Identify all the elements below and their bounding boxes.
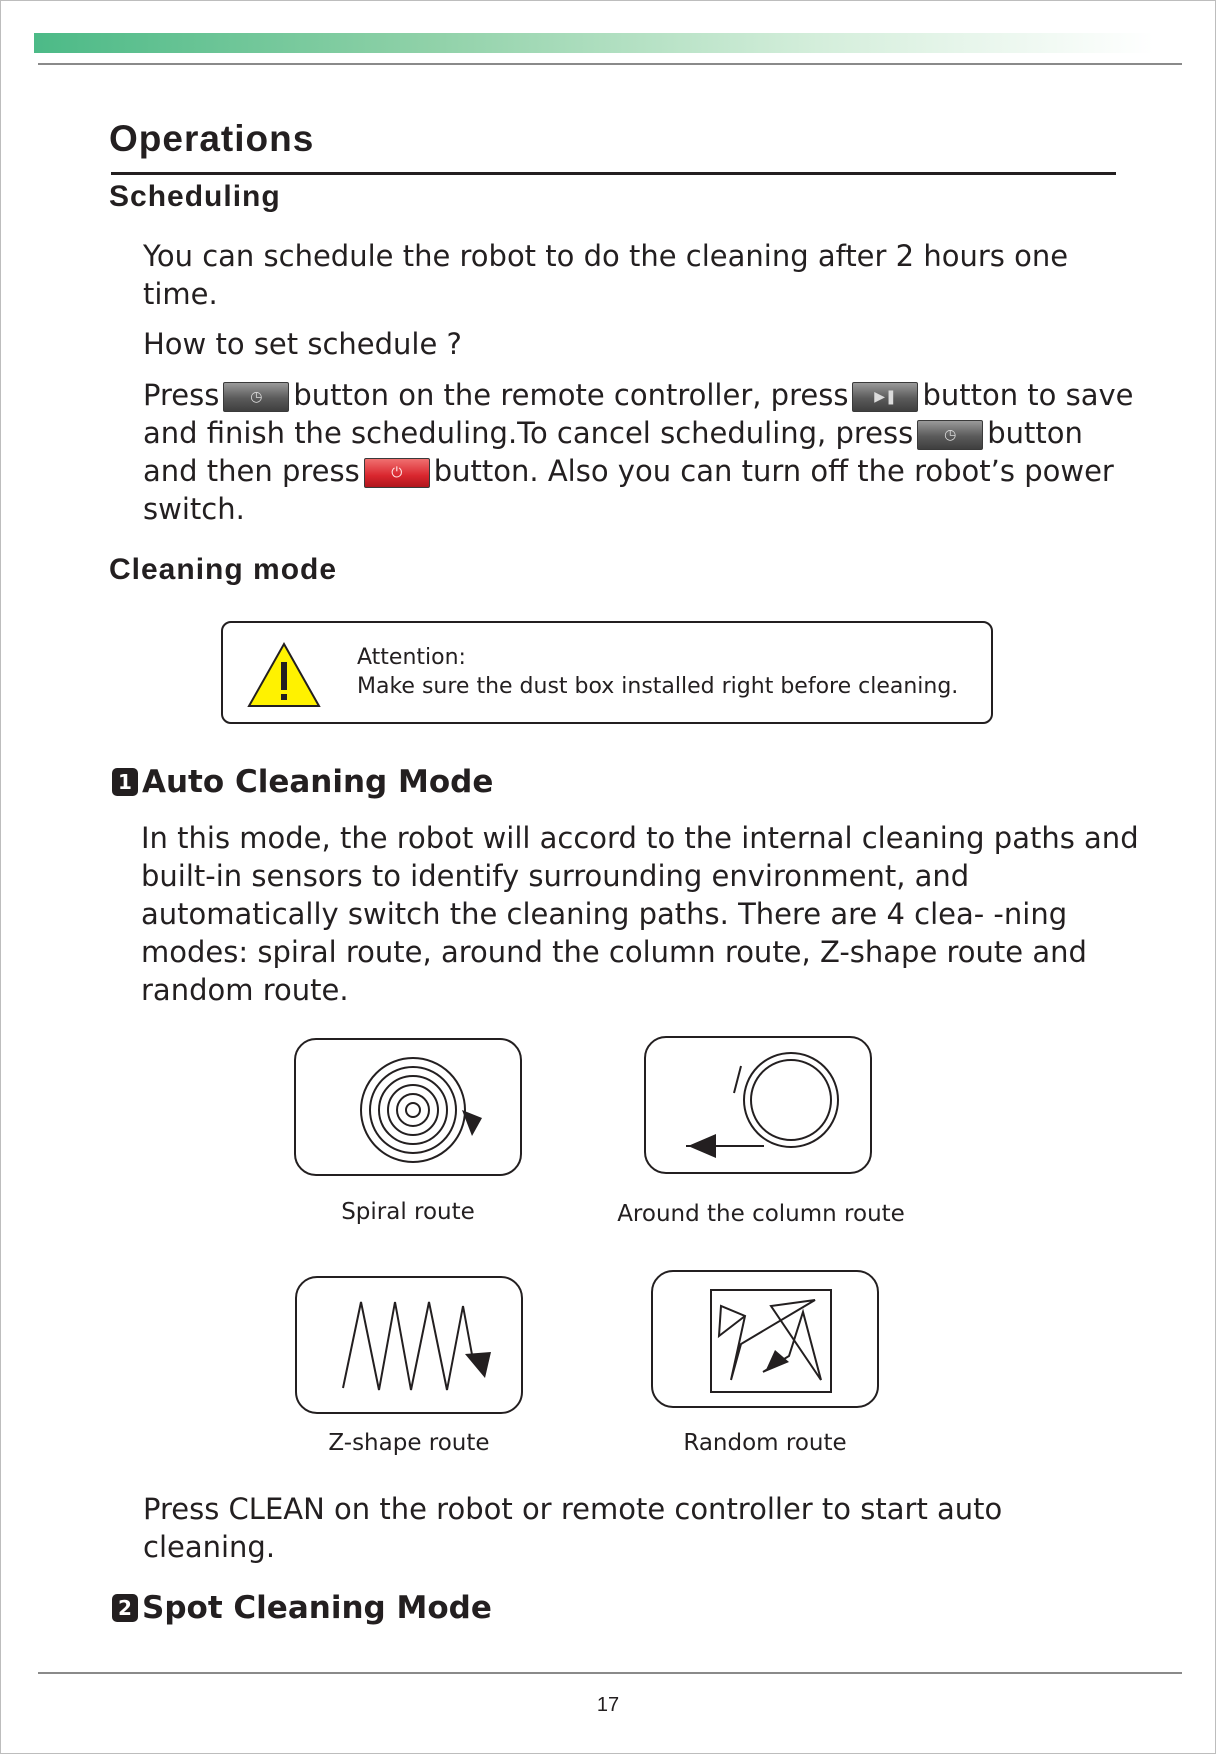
around-column-route-icon — [646, 1038, 874, 1176]
header-rule — [38, 63, 1182, 65]
mode-number-badge: 1 — [112, 768, 138, 796]
auto-mode-heading — [112, 764, 493, 800]
auto-mode-instruction: Press CLEAN on the robot or remote controller to start auto cleaning. — [143, 1492, 1003, 1564]
scheduling-para-3 — [143, 376, 1143, 528]
attention-message: Make sure the dust box installed right before cleaning. — [357, 674, 959, 699]
header-gradient-bar — [34, 33, 1154, 53]
para3-text-1: Press — [143, 378, 220, 412]
para3-text-3: button to save and finish the scheduling.To cancel scheduling, press — [143, 378, 1134, 450]
clock-icon: ◷ — [917, 420, 983, 450]
mode-number-badge: 2 — [112, 1594, 138, 1622]
route-label: Spiral route — [341, 1199, 475, 1225]
clock-icon: ◷ — [223, 382, 289, 412]
spiral-route-icon — [296, 1040, 524, 1178]
para3-text-4: button and then press — [143, 416, 1083, 488]
auto-mode-description: In this mode, the robot will accord to the internal cleaning paths and built-in sensors to identify surrounding environment, and automatically switch the cleaning paths. There are 4 clea- -ning modes: spiral route, around the column route, Z-shape route and random route. — [141, 821, 1139, 1007]
warning-icon — [245, 640, 323, 710]
scheduling-para-1: You can schedule the robot to do the cleaning after 2 hours one time. — [143, 239, 1069, 311]
route-label: Random route — [683, 1430, 847, 1456]
page-number: 17 — [596, 1694, 620, 1716]
footer-rule — [38, 1672, 1182, 1674]
z-shape-route-diagram — [295, 1276, 523, 1414]
para3-text-2: button on the remote controller, press — [293, 378, 849, 412]
scheduling-heading: Scheduling — [109, 180, 281, 213]
title-rule — [111, 172, 1116, 175]
cleaning-mode-heading: Cleaning mode — [109, 553, 338, 586]
z-shape-route-icon — [297, 1278, 525, 1416]
scheduling-para-2: How to set schedule ? — [143, 327, 462, 361]
play-pause-icon: ▶❚ — [852, 382, 918, 412]
auto-mode-title: Auto Cleaning Mode — [142, 764, 494, 800]
attention-text-block — [357, 643, 958, 701]
power-icon: ⏻ — [364, 458, 430, 488]
attention-box — [221, 621, 993, 724]
spiral-route-diagram — [294, 1038, 522, 1176]
spot-mode-heading — [112, 1590, 492, 1626]
random-route-icon — [653, 1272, 881, 1410]
route-label: Z-shape route — [328, 1430, 490, 1456]
route-label: Around the column route — [617, 1201, 905, 1227]
random-route-diagram — [651, 1270, 879, 1408]
attention-title: Attention: — [357, 645, 466, 670]
spot-mode-title: Spot Cleaning Mode — [142, 1590, 492, 1626]
page-title: Operations — [109, 118, 315, 159]
around-column-route-diagram — [644, 1036, 872, 1174]
para3-text-5: button. Also you can turn off the robot’s power switch. — [143, 454, 1114, 526]
